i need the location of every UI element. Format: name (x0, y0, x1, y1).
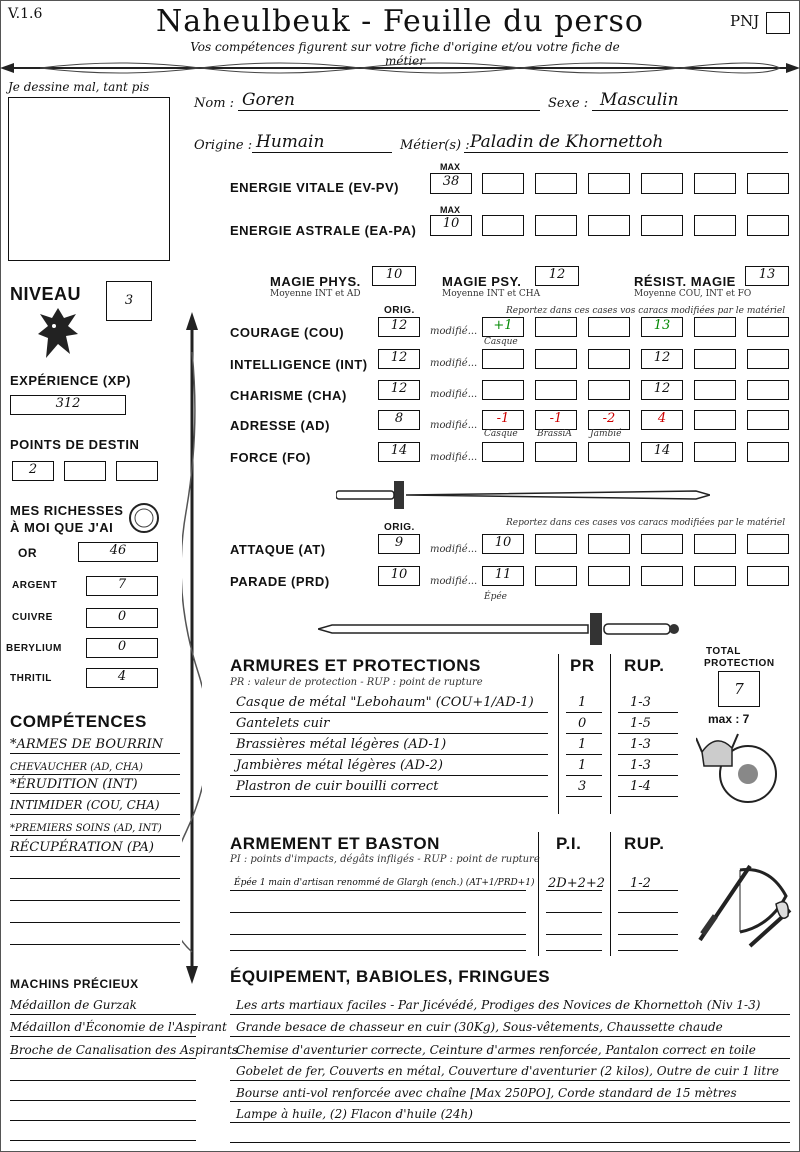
sexe-label: Sexe : (548, 96, 589, 111)
ad-extra-box[interactable] (747, 410, 789, 430)
equipement-item: Chemise d'aventurier correcte, Ceinture d'armes renforcée, Pantalon correct en toile (236, 1043, 756, 1057)
machin-item: Broche de Canalisation des Aspirants (10, 1043, 239, 1057)
nom-line (238, 110, 540, 111)
nom-value[interactable]: Goren (242, 90, 295, 110)
int-label: INTELLIGENCE (INT) (230, 357, 368, 372)
cou-modifie-label: modifié... (430, 326, 478, 337)
sword-icon-2 (318, 608, 680, 650)
sheet-title: Naheulbeuk - Feuille du perso (156, 4, 644, 39)
magie-phys-sub: Moyenne INT et AD (270, 289, 361, 299)
armure-line (618, 796, 678, 797)
combat-orig-label: ORIG. (384, 522, 415, 533)
arme-item-name: Épée 1 main d'artisan renommé de Glargh (ench.) (AT+1/PRD+1) (234, 878, 535, 888)
xp-box[interactable]: 312 (10, 395, 126, 415)
armure-item-pr: 3 (578, 779, 587, 794)
ad-final-box[interactable]: 4 (641, 410, 683, 430)
competence-line (10, 774, 180, 775)
thritil-label: THRITIL (10, 673, 52, 684)
armures-sub: PR : valeur de protection - RUP : point de rupture (230, 677, 483, 688)
int-mod-box-3[interactable] (588, 349, 630, 369)
competence-item: CHEVAUCHER (AD, CHA) (10, 762, 143, 773)
fo-final-box[interactable]: 14 (641, 442, 683, 462)
total-protection-label: TOTAL (706, 646, 741, 657)
cha-label: CHARISME (CHA) (230, 388, 347, 403)
arme-line (546, 890, 602, 891)
destin-box[interactable] (64, 461, 106, 481)
armure-line (566, 712, 602, 713)
armure-item-rup: 1-4 (630, 779, 651, 794)
prd-mod-box-5[interactable] (694, 566, 736, 586)
resist-magie-box[interactable]: 13 (745, 266, 789, 286)
cou-orig-box[interactable]: 12 (378, 317, 420, 337)
at-mod-box-6[interactable] (747, 534, 789, 554)
destin-box[interactable] (116, 461, 158, 481)
armure-item-name: Casque de métal "Lebohaum" (COU+1/AD-1) (236, 695, 534, 710)
helmet-shield-icon (696, 726, 780, 808)
armure-line (230, 775, 548, 776)
ad-mod-note-3: Jambié (590, 429, 622, 439)
ev-label: ENERGIE VITALE (EV-PV) (230, 180, 399, 195)
origine-line (252, 152, 392, 153)
armure-item-name: Gantelets cuir (236, 716, 330, 731)
arme-item-pi: 2D+2+2 (548, 876, 606, 891)
cha-mod-box-3[interactable] (588, 380, 630, 400)
cou-mod-box-3[interactable] (588, 317, 630, 337)
equipement-item: Lampe à huile, (2) Flacon d'huile (24h) (236, 1107, 473, 1121)
resist-magie-sub: Moyenne COU, INT et FO (634, 289, 752, 299)
equipement-item: Grande besace de chasseur en cuir (30Kg), Sous-vêtements, Chaussette chaude (236, 1020, 723, 1034)
arme-item-rup: 1-2 (630, 876, 651, 891)
ea-box[interactable]: 10 (430, 215, 472, 236)
magie-psy-box[interactable]: 12 (535, 266, 579, 286)
ev-track-box[interactable] (694, 173, 736, 194)
origine-value[interactable]: Humain (256, 132, 325, 152)
ev-box[interactable]: 38 (430, 173, 472, 194)
competence-line (10, 922, 180, 923)
cha-final-box[interactable]: 12 (641, 380, 683, 400)
at-mod-box-5[interactable] (694, 534, 736, 554)
ea-track-box[interactable] (588, 215, 630, 236)
armure-line (618, 775, 678, 776)
cha-modifie-label: modifié... (430, 389, 478, 400)
cou-extra-box[interactable] (747, 317, 789, 337)
prd-modifie-label: modifié... (430, 576, 478, 587)
cou-mod-box-2[interactable] (535, 317, 577, 337)
argent-label: ARGENT (12, 580, 58, 591)
cha-extra-box[interactable] (694, 380, 736, 400)
armure-item-pr: 1 (578, 695, 587, 710)
at-mod-box-4[interactable] (641, 534, 683, 554)
magie-psy-label: MAGIE PSY. (442, 274, 522, 289)
resist-magie-label: RÉSIST. MAGIE (634, 274, 736, 289)
ad-label: ADRESSE (AD) (230, 418, 330, 433)
metier-label: Métier(s) : (400, 138, 470, 153)
armement-rup-label: RUP. (624, 834, 665, 853)
armure-line (230, 712, 548, 713)
prd-mod-box-6[interactable] (747, 566, 789, 586)
competence-line (10, 856, 180, 857)
armure-line (618, 733, 678, 734)
magie-phys-box[interactable]: 10 (372, 266, 416, 286)
metier-value[interactable]: Paladin de Khornettoh (470, 132, 664, 152)
competence-line (10, 944, 180, 945)
prd-mod-box-2[interactable] (535, 566, 577, 586)
ad-mod-box-1[interactable]: -1 (482, 410, 524, 430)
at-mod-box-1[interactable]: 10 (482, 534, 524, 554)
ad-extra-box[interactable] (694, 410, 736, 430)
ea-track-box[interactable] (641, 215, 683, 236)
coin-icon (128, 502, 160, 534)
richesses-label: MES RICHESSES (10, 503, 124, 518)
spear-icon (182, 312, 202, 984)
armement-pi-label: P.I. (556, 834, 582, 853)
armure-line (618, 754, 678, 755)
cha-mod-box-1[interactable] (482, 380, 524, 400)
origine-label: Origine : (194, 138, 253, 153)
sexe-value[interactable]: Masculin (600, 90, 679, 110)
at-modifie-label: modifié... (430, 544, 478, 555)
ev-track-box[interactable] (482, 173, 524, 194)
fo-mod-box-1[interactable] (482, 442, 524, 462)
machin-line (10, 1058, 196, 1059)
machin-line (10, 1036, 196, 1037)
argent-box[interactable]: 7 (86, 576, 158, 596)
arme-line (618, 934, 678, 935)
armure-line (230, 754, 548, 755)
ev-track-box[interactable] (641, 173, 683, 194)
competence-line (10, 793, 180, 794)
armement-col-sep (538, 832, 539, 956)
armure-item-pr: 1 (578, 758, 587, 773)
equipement-line (230, 1014, 790, 1015)
armures-rup-label: RUP. (624, 656, 665, 675)
fo-modifie-label: modifié... (430, 452, 478, 463)
sexe-line (592, 110, 788, 111)
equipement-item: Bourse anti-vol renforcée avec chaîne [Max 250PO], Corde standard de 15 mètres (236, 1086, 737, 1100)
cha-extra-box[interactable] (747, 380, 789, 400)
machin-line (10, 1120, 196, 1121)
berylium-label: BERYLIUM (6, 643, 62, 654)
prd-mod-box-3[interactable] (588, 566, 630, 586)
armement-sub: PI : points d'impacts, dégâts infligés - RUP : point de rupture (230, 854, 540, 865)
competence-item: *ÉRUDITION (INT) (10, 777, 138, 792)
equipement-line (230, 1101, 790, 1102)
competence-item: INTIMIDER (COU, CHA) (10, 798, 160, 812)
niveau-box[interactable]: 3 (106, 281, 152, 321)
armure-item-rup: 1-3 (630, 695, 651, 710)
portrait-label: Je dessine mal, tant pis (8, 80, 150, 94)
armement-label: ARMEMENT ET BASTON (230, 834, 440, 853)
armure-item-pr: 0 (578, 716, 587, 731)
prd-mod-box-4[interactable] (641, 566, 683, 586)
armure-line (566, 733, 602, 734)
thritil-box[interactable]: 4 (86, 668, 158, 688)
machin-line (10, 1014, 196, 1015)
nom-label: Nom : (194, 96, 235, 111)
fo-orig-box[interactable]: 14 (378, 442, 420, 462)
int-modifie-label: modifié... (430, 358, 478, 369)
at-orig-box[interactable]: 9 (378, 534, 420, 554)
competence-line (10, 878, 180, 879)
ad-mod-box-3[interactable]: -2 (588, 410, 630, 430)
competence-item: RÉCUPÉRATION (PA) (10, 840, 154, 855)
at-mod-box-2[interactable] (535, 534, 577, 554)
sword-icon (336, 478, 710, 512)
cou-mod-box-1[interactable]: +1 (482, 317, 524, 337)
fo-mod-box-2[interactable] (535, 442, 577, 462)
caracs-orig-label: ORIG. (384, 305, 415, 316)
equipement-line (230, 1122, 790, 1123)
ev-track-box[interactable] (747, 173, 789, 194)
cou-extra-box[interactable] (694, 317, 736, 337)
arme-line (618, 912, 678, 913)
weapons-icon (690, 856, 794, 950)
int-mod-box-2[interactable] (535, 349, 577, 369)
portrait-box[interactable] (8, 97, 170, 261)
armure-item-name: Jambières métal légères (AD-2) (236, 758, 443, 773)
prd-orig-box[interactable]: 10 (378, 566, 420, 586)
competence-line (10, 900, 180, 901)
equipement-line (230, 1080, 790, 1081)
arme-line (546, 934, 602, 935)
equipement-item: Les arts martiaux faciles - Par Jicévédé, Prodiges des Novices de Khornettoh (Niv 1-3) (236, 998, 761, 1012)
machin-item: Médaillon d'Économie de l'Aspirant (10, 1020, 227, 1034)
int-orig-box[interactable]: 12 (378, 349, 420, 369)
competences-label: COMPÉTENCES (10, 712, 147, 731)
machin-line (10, 1140, 196, 1141)
prd-label: PARADE (PRD) (230, 574, 330, 589)
destin-box[interactable]: 2 (12, 461, 54, 481)
armure-line (566, 754, 602, 755)
at-mod-box-3[interactable] (588, 534, 630, 554)
arme-line (230, 890, 526, 891)
dragon-icon (36, 304, 80, 362)
int-mod-box-1[interactable] (482, 349, 524, 369)
sheet-subtitle: Vos compétences figurent sur votre fiche d'origine et/ou votre fiche de métier (190, 40, 620, 68)
armure-item-rup: 1-3 (630, 737, 651, 752)
equipement-line (230, 1142, 790, 1143)
ea-max-label: MAX (440, 205, 460, 215)
armure-line (566, 796, 602, 797)
ea-label: ENERGIE ASTRALE (EA-PA) (230, 223, 417, 238)
ea-track-box[interactable] (747, 215, 789, 236)
fo-label: FORCE (FO) (230, 450, 311, 465)
equipement-item: Gobelet de fer, Couverts en métal, Couverture d'aventurier (2 kilos), Outre de cuir 1 litre (236, 1064, 779, 1078)
arme-line (546, 950, 602, 951)
total-protection-label-2: PROTECTION (704, 658, 775, 669)
equipement-line (230, 1036, 790, 1037)
machin-line (10, 1080, 196, 1081)
armure-item-name: Plastron de cuir bouilli correct (236, 779, 439, 794)
niveau-label: NIVEAU (10, 284, 82, 304)
total-protection-box[interactable]: 7 (718, 671, 760, 707)
magie-psy-sub: Moyenne INT et CHA (442, 289, 541, 299)
or-box[interactable]: 46 (78, 542, 158, 562)
ea-track-box[interactable] (482, 215, 524, 236)
machin-item: Médaillon de Gurzak (10, 998, 137, 1012)
ea-track-box[interactable] (535, 215, 577, 236)
armure-item-rup: 1-3 (630, 758, 651, 773)
magie-phys-label: MAGIE PHYS. (270, 274, 361, 289)
ad-modifie-label: modifié... (430, 420, 478, 431)
cha-mod-box-2[interactable] (535, 380, 577, 400)
armures-label: ARMURES ET PROTECTIONS (230, 656, 481, 675)
competence-item: *ARMES DE BOURRIN (10, 737, 164, 752)
richesses-label-2: À MOI QUE J'AI (10, 520, 114, 535)
ad-orig-box[interactable]: 8 (378, 410, 420, 430)
arme-line (618, 950, 678, 951)
arme-line (230, 934, 526, 935)
ev-track-box[interactable] (535, 173, 577, 194)
machins-label: MACHINS PRÉCIEUX (10, 977, 139, 991)
xp-label: EXPÉRIENCE (XP) (10, 373, 131, 388)
armures-pr-label: PR (570, 656, 595, 675)
equipement-label: ÉQUIPEMENT, BABIOLES, FRINGUES (230, 967, 551, 986)
int-extra-box[interactable] (694, 349, 736, 369)
arme-line (230, 912, 526, 913)
armement-col-sep (610, 832, 611, 956)
competence-item: *PREMIERS SOINS (AD, INT) (10, 823, 162, 834)
ea-track-box[interactable] (694, 215, 736, 236)
cou-final-box[interactable]: 13 (641, 317, 683, 337)
cuivre-label: CUIVRE (12, 612, 53, 623)
arme-line (230, 950, 526, 951)
cha-orig-box[interactable]: 12 (378, 380, 420, 400)
armure-line (618, 712, 678, 713)
caracs-report-note: Reportez dans ces cases vos caracs modifiées par le matériel (506, 306, 786, 316)
armure-item-name: Brassières métal légères (AD-1) (236, 737, 447, 752)
total-protection-max: max : 7 (708, 712, 750, 726)
fo-extra-box[interactable] (747, 442, 789, 462)
armure-item-rup: 1-5 (630, 716, 651, 731)
armure-item-pr: 1 (578, 737, 587, 752)
pnj-label: PNJ (730, 12, 760, 30)
berylium-box[interactable]: 0 (86, 638, 158, 658)
ev-max-label: MAX (440, 162, 460, 172)
prd-mod-box-1[interactable]: 11 (482, 566, 524, 586)
fo-mod-box-3[interactable] (588, 442, 630, 462)
machin-line (10, 1100, 196, 1101)
equipement-line (230, 1058, 790, 1059)
arme-line (618, 890, 678, 891)
competence-line (10, 753, 180, 754)
destin-label: POINTS DE DESTIN (10, 437, 140, 452)
ad-mod-note-1: Casque (484, 429, 518, 439)
ad-mod-note-2: BrassiA (537, 429, 572, 439)
or-label: OR (18, 546, 37, 560)
cou-mod-note: Casque (484, 337, 518, 347)
fo-extra-box[interactable] (694, 442, 736, 462)
armures-col-sep (610, 654, 611, 814)
combat-report-note: Reportez dans ces cases vos caracs modifiées par le matériel (506, 518, 786, 528)
int-extra-box[interactable] (747, 349, 789, 369)
armure-line (566, 775, 602, 776)
pnj-checkbox[interactable] (766, 12, 790, 34)
cuivre-box[interactable]: 0 (86, 608, 158, 628)
competence-line (10, 835, 180, 836)
ad-mod-box-2[interactable]: -1 (535, 410, 577, 430)
prd-mod-note: Épée (484, 592, 507, 602)
competence-line (10, 814, 180, 815)
at-label: ATTAQUE (AT) (230, 542, 326, 557)
armure-line (230, 733, 548, 734)
int-final-box[interactable]: 12 (641, 349, 683, 369)
arme-line (546, 912, 602, 913)
armures-col-sep (558, 654, 559, 814)
decorative-spear-divider (0, 56, 800, 80)
ev-track-box[interactable] (588, 173, 630, 194)
cou-label: COURAGE (COU) (230, 325, 345, 340)
version-label: V.1.6 (8, 6, 43, 22)
metier-line (464, 152, 788, 153)
armure-line (230, 796, 548, 797)
